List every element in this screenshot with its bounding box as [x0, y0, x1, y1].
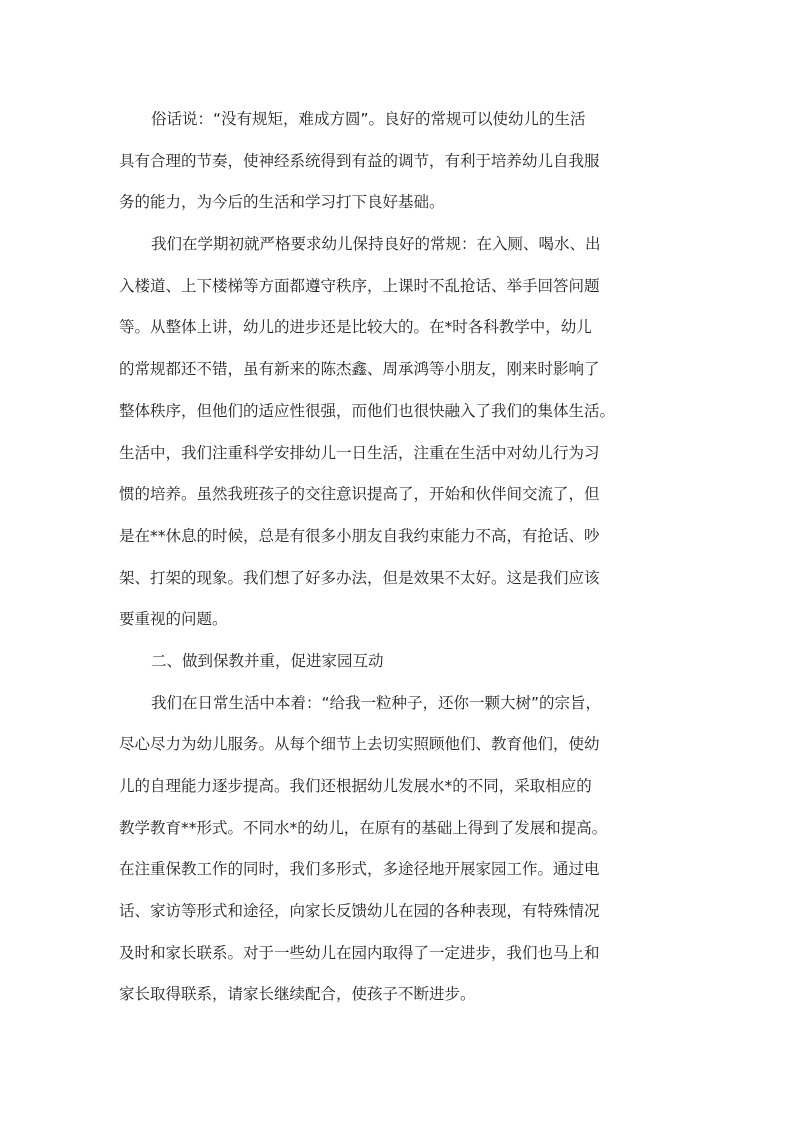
paragraph-2-line-10: 要重视的问题。	[119, 610, 228, 629]
section-heading: 二、做到保教并重，促进家园互动	[151, 651, 384, 670]
paragraph-3-line-7: 及时和家长联系。对于一些幼儿在园内取得了一定进步，我们也马上和	[119, 943, 600, 962]
paragraph-3-line-2: 尽心尽力为幼儿服务。从每个细节上去切实照顾他们、教育他们，使幼	[119, 735, 600, 754]
paragraph-2-line-5: 整体秩序，但他们的适应性很强，而他们也很快融入了我们的集体生活。	[119, 401, 616, 420]
paragraph-3-line-3: 儿的自理能力逐步提高。我们还根据幼儿发展水*的不同，采取相应的	[119, 777, 592, 795]
paragraph-2-line-4: 的常规都还不错，虽有新来的陈杰鑫、周承鸿等小朋友，刚来时影响了	[119, 360, 600, 379]
paragraph-3-line-8: 家长取得联系，请家长继续配合，使孩子不断进步。	[119, 985, 476, 1004]
paragraph-3-line-5: 在注重保教工作的同时，我们多形式，多途径地开展家园工作。通过电	[119, 860, 600, 879]
paragraph-2-line-3: 等。从整体上讲，幼儿的进步还是比较大的。在*时各科教学中，幼儿	[119, 318, 592, 337]
paragraph-2-line-1: 我们在学期初就严格要求幼儿保持良好的常规：在入厕、喝水、出	[151, 235, 601, 254]
paragraph-3-line-6: 话、家访等形式和途径，向家长反馈幼儿在园的各种表现，有特殊情况	[119, 902, 600, 921]
paragraph-1-line-1: 俗话说：“没有规矩，难成方圆”。良好的常规可以使幼儿的生活	[151, 110, 586, 128]
document-body	[119, 99, 675, 1016]
paragraph-1-line-2: 具有合理的节奏，使神经系统得到有益的调节，有利于培养幼儿自我服	[119, 151, 600, 170]
paragraph-2-line-8: 是在**休息的时候，总是有很多小朋友自我约束能力不高，有抢话、吵	[119, 526, 600, 545]
paragraph-2-line-2: 入楼道、上下楼梯等方面都遵守秩序，上课时不乱抢话、举手回答问题	[119, 276, 600, 295]
paragraph-2-line-7: 惯的培养。虽然我班孩子的交往意识提高了，开始和伙伴间交流了，但	[119, 485, 600, 504]
paragraph-3-line-1: 我们在日常生活中本着：“给我一粒种子，还你一颗大树”的宗旨，	[151, 693, 602, 712]
paragraph-2-line-6: 生活中，我们注重科学安排幼儿一日生活，注重在生活中对幼儿行为习	[119, 443, 600, 462]
paragraph-1-line-3: 务的能力，为今后的生活和学习打下良好基础。	[119, 193, 445, 212]
paragraph-3-line-4: 教学教育**形式。不同水*的幼儿，在原有的基础上得到了发展和提高。	[119, 818, 608, 837]
paragraph-2-line-9: 架、打架的现象。我们想了好多办法，但是效果不太好。这是我们应该	[119, 568, 600, 587]
